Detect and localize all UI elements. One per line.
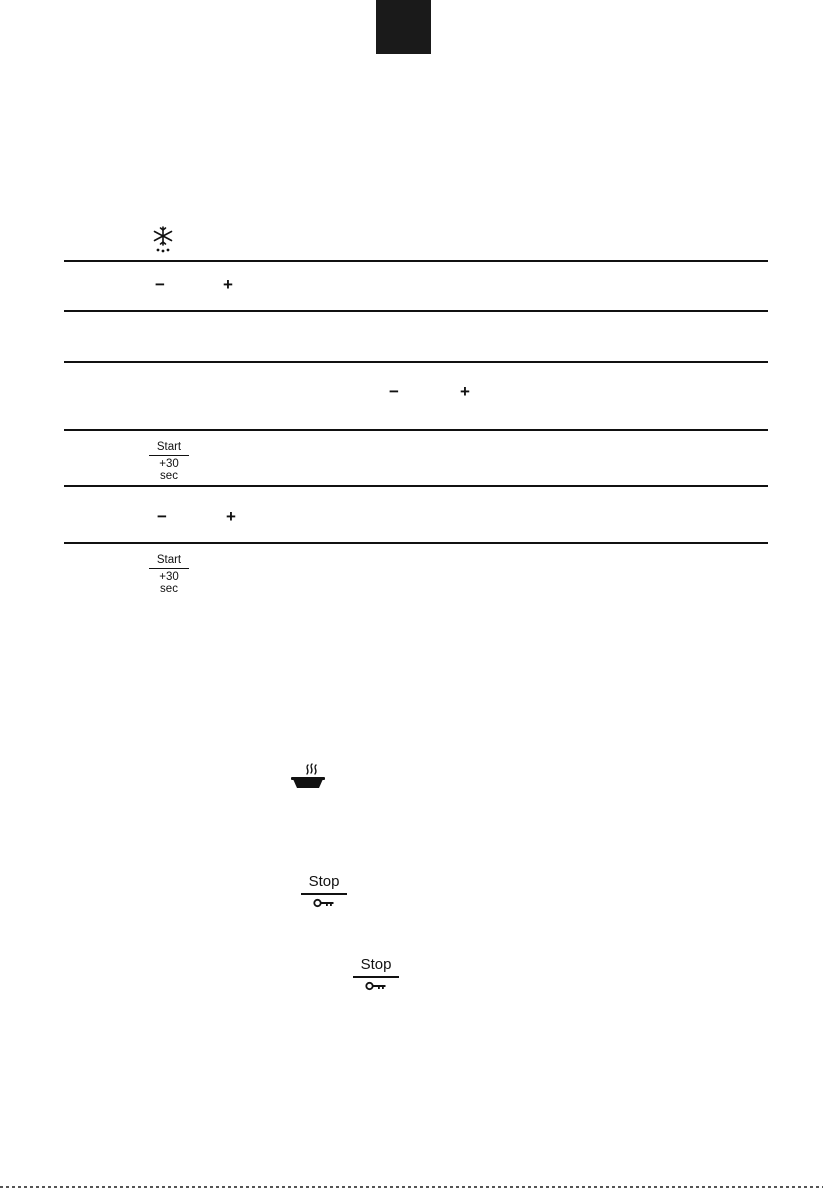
page-edge-dotted-line (0, 1186, 823, 1188)
minus-button[interactable]: − (155, 275, 165, 294)
minus-button[interactable]: − (389, 382, 399, 401)
key-icon (313, 897, 335, 909)
start-button[interactable] (149, 554, 189, 595)
table-rule (64, 485, 768, 487)
minus-button[interactable]: − (157, 507, 167, 526)
start-label: Start (149, 554, 189, 569)
stop-label: Stop (353, 956, 399, 978)
plus-button[interactable]: + (460, 382, 470, 401)
start-sublabel: +30 sec (159, 458, 179, 482)
table-rule (64, 361, 768, 363)
plus-button[interactable]: + (223, 275, 233, 294)
steaming-dish-icon (289, 762, 327, 790)
stop-label: Stop (301, 873, 347, 895)
stop-button[interactable] (353, 956, 399, 995)
start-label: Start (149, 441, 189, 456)
start-sublabel: +30 sec (159, 571, 179, 595)
key-icon (365, 980, 387, 992)
stop-button[interactable] (301, 873, 347, 912)
page-tab-marker (376, 0, 431, 54)
snowflake-defrost-icon (151, 226, 175, 254)
table-rule (64, 429, 768, 431)
table-rule (64, 310, 768, 312)
plus-button[interactable]: + (226, 507, 236, 526)
start-button[interactable] (149, 441, 189, 482)
table-rule (64, 260, 768, 262)
table-rule (64, 542, 768, 544)
